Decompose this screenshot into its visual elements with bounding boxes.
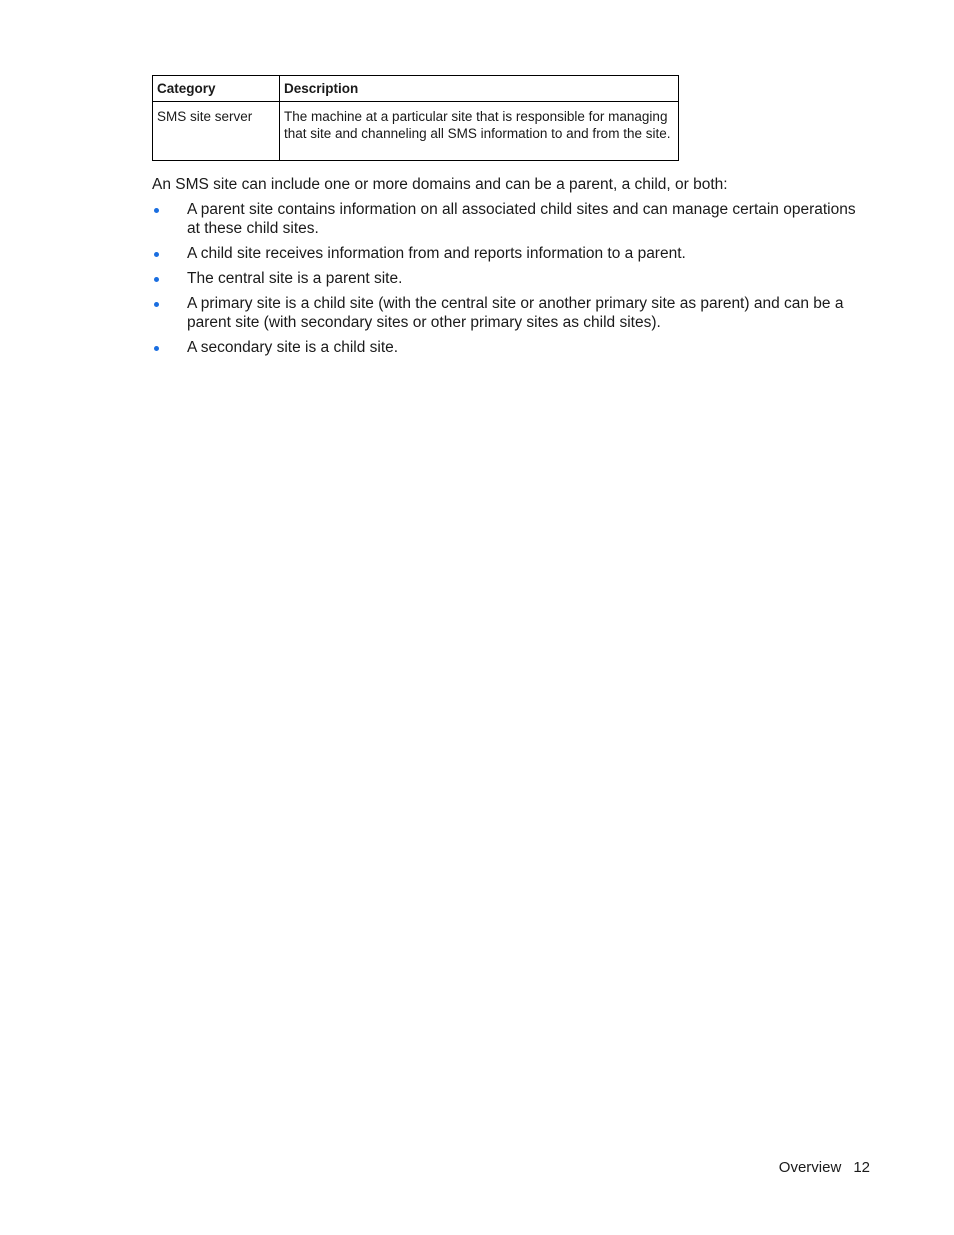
list-item bbox=[152, 269, 872, 288]
intro-paragraph: An SMS site can include one or more domains and can be a parent, a child, or both: bbox=[152, 176, 728, 193]
site-types-list bbox=[152, 200, 872, 363]
list-item bbox=[152, 244, 872, 263]
table-row bbox=[153, 101, 679, 160]
list-item-text: A primary site is a child site (with the central site or another primary site as parent) and can be a parent site (with secondary sites or other primary sites as child sites). bbox=[187, 295, 844, 331]
bullet-icon bbox=[154, 346, 159, 351]
page-footer bbox=[779, 1158, 870, 1177]
description-cell: The machine at a particular site that is responsible for managing that site and channeling all SMS information to and from the site. bbox=[280, 101, 679, 160]
bullet-icon bbox=[154, 252, 159, 257]
category-table bbox=[152, 75, 679, 161]
list-item bbox=[152, 338, 872, 357]
table-header-row bbox=[153, 76, 679, 102]
column-header-description: Description bbox=[280, 76, 679, 102]
list-item bbox=[152, 294, 872, 332]
bullet-icon bbox=[154, 302, 159, 307]
bullet-icon bbox=[154, 277, 159, 282]
list-item bbox=[152, 200, 872, 238]
page-number: 12 bbox=[853, 1159, 870, 1176]
list-item-text: A parent site contains information on all associated child sites and can manage certain operations at these child sites. bbox=[187, 201, 856, 237]
list-item-text: A secondary site is a child site. bbox=[187, 339, 399, 356]
category-cell: SMS site server bbox=[153, 101, 280, 160]
list-item-text: The central site is a parent site. bbox=[187, 270, 403, 287]
column-header-category: Category bbox=[153, 76, 280, 102]
bullet-icon bbox=[154, 208, 159, 213]
footer-section-title: Overview bbox=[778, 1159, 842, 1176]
list-item-text: A child site receives information from and reports information to a parent. bbox=[187, 245, 686, 262]
